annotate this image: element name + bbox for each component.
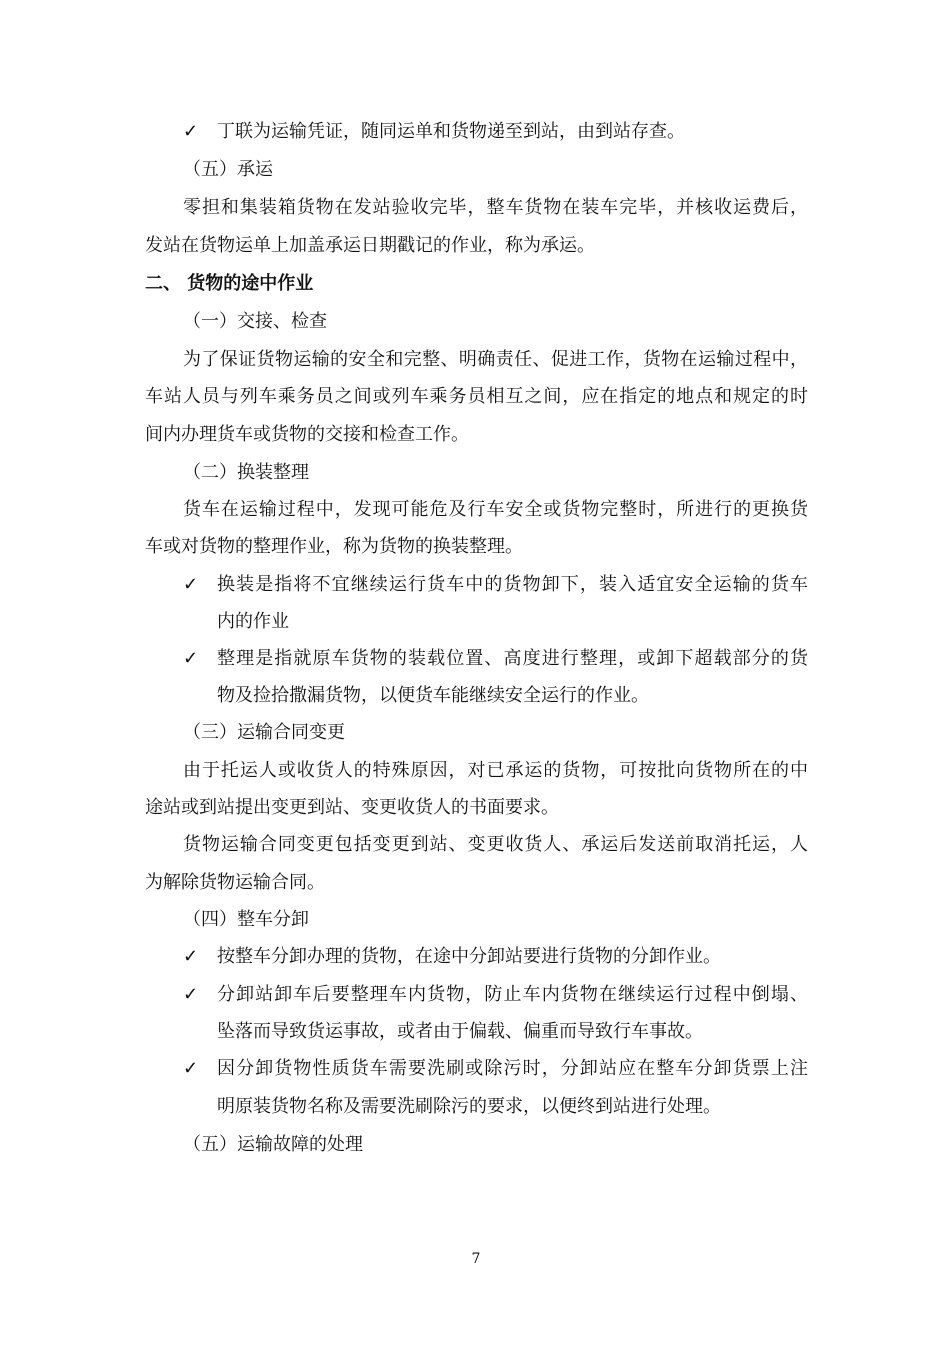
section-heading: （二）换装整理 [183,462,309,483]
bullet-text: 内的作业 [217,611,289,632]
paragraph-line: 车或对货物的整理作业，称为货物的换装整理。 [145,536,523,557]
paragraph-line: 由于托运人或收货人的特殊原因，对已承运的货物，可按批向货物所在的中 [183,760,808,781]
page-number: 7 [471,1251,481,1267]
paragraph-line: 间内办理货车或货物的交接和检查工作。 [145,424,469,445]
paragraph-line: 货物运输合同变更包括变更到站、变更收货人、承运后发送前取消托运，人 [183,834,808,855]
section-heading: （三）运输合同变更 [183,722,345,743]
bullet-text: 物及捡拾撒漏货物，以便货车能继续安全运行的作业。 [217,685,649,706]
checkmark-icon: ✓ [183,946,199,967]
checkmark-icon: ✓ [183,121,199,142]
bullet-text: 整理是指就原车货物的装载位置、高度进行整理，或卸下超载部分的货 [217,648,808,669]
section-heading: （五）承运 [183,159,273,180]
section-heading: （四）整车分卸 [183,909,309,930]
chapter-heading: 二、 货物的途中作业 [145,273,314,294]
paragraph-line: 为了保证货物运输的安全和完整、明确责任、促进工作，货物在运输过程中， [183,349,808,370]
paragraph-line: 发站在货物运单上加盖承运日期戳记的作业，称为承运。 [145,235,595,256]
bullet-text: 因分卸货物性质货车需要洗刷或除污时，分卸站应在整车分卸货票上注 [217,1058,808,1079]
bullet-text: 换装是指将不宜继续运行货车中的货物卸下，装入适宜安全运输的货车 [217,574,808,595]
checkmark-icon: ✓ [183,984,199,1005]
checkmark-icon: ✓ [183,1058,199,1079]
paragraph-line: 途站或到站提出变更到站、变更收货人的书面要求。 [145,797,559,818]
section-heading: （五）运输故障的处理 [183,1134,363,1155]
bullet-text: 分卸站卸车后要整理车内货物，防止车内货物在继续运行过程中倒塌、 [217,984,808,1005]
checkmark-icon: ✓ [183,648,199,669]
paragraph-line: 车站人员与列车乘务员之间或列车乘务员相互之间，应在指定的地点和规定的时 [145,386,808,407]
bullet-text: 坠落而导致货运事故，或者由于偏载、偏重而导致行车事故。 [217,1021,703,1042]
section-heading: （一）交接、检查 [183,311,327,332]
paragraph-line: 零担和集装箱货物在发站验收完毕，整车货物在装车完毕，并核收运费后， [183,197,808,218]
bullet-text: 按整车分卸办理的货物，在途中分卸站要进行货物的分卸作业。 [217,946,721,967]
bullet-text: 明原装货物名称及需要洗刷除污的要求，以便终到站进行处理。 [217,1096,721,1117]
bullet-text: 丁联为运输凭证，随同运单和货物递至到站，由到站存查。 [217,121,685,142]
checkmark-icon: ✓ [183,574,199,595]
paragraph-line: 为解除货物运输合同。 [145,872,325,893]
paragraph-line: 货车在运输过程中，发现可能危及行车安全或货物完整时，所进行的更换货 [183,499,808,520]
